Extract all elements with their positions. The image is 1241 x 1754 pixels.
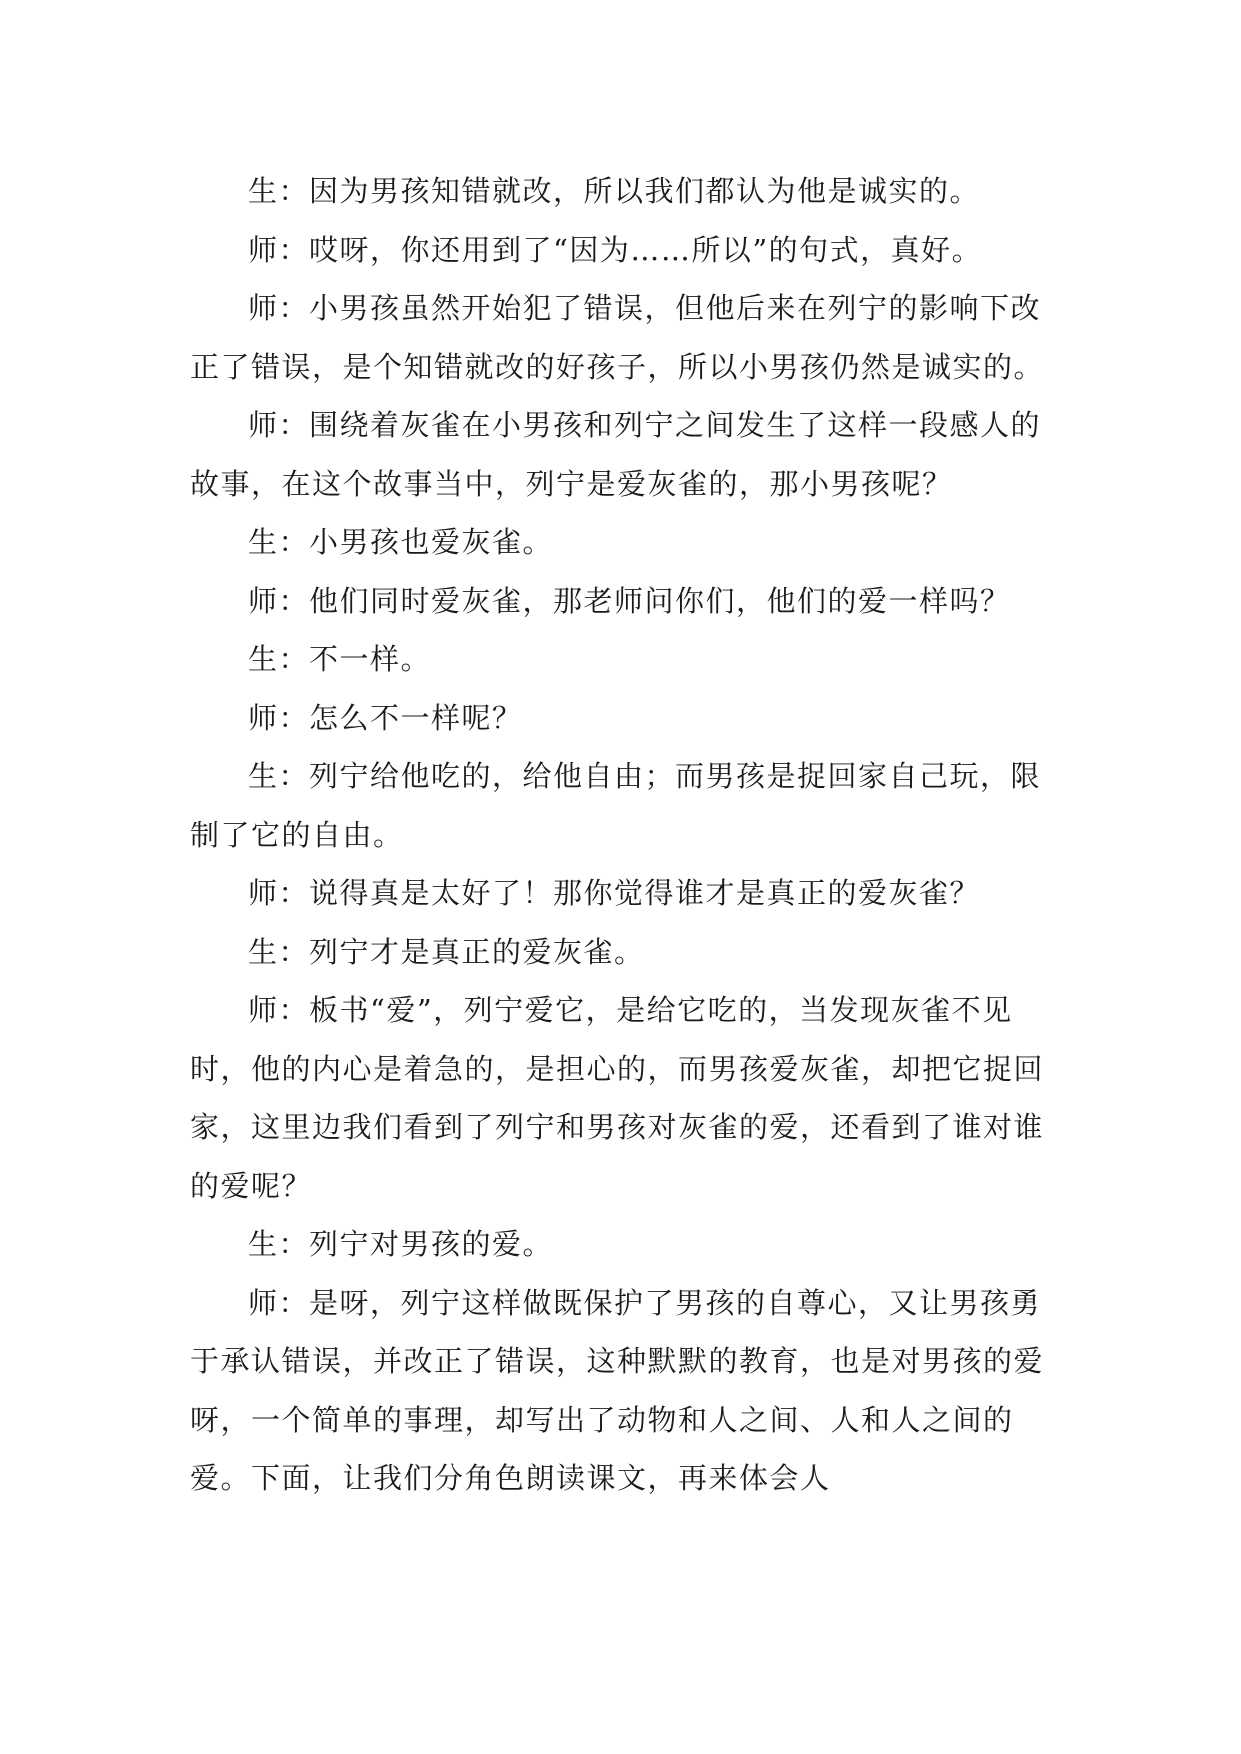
paragraph: 生：因为男孩知错就改，所以我们都认为他是诚实的。 <box>248 174 981 208</box>
paragraph: 师：哎呀，你还用到了“因为……所以”的句式，真好。 <box>248 232 983 267</box>
paragraph: 生：小男孩也爱灰雀。 <box>248 525 554 559</box>
paragraph: 师：说得真是太好了！那你觉得谁才是真正的爱灰雀？ <box>248 876 981 910</box>
paragraph: 师：围绕着灰雀在小男孩和列宁之间发生了这样一段感人的故事，在这个故事当中，列宁是爱灰雀的，那小男孩呢？ <box>190 408 1042 501</box>
paragraph: 师：是呀，列宁这样做既保护了男孩的自尊心，又让男孩勇于承认错误，并改正了错误，这种默默的教育，也是对男孩的爱呀，一个简单的事理，却写出了动物和人之间、人和人之间的爱。下面，让我们分角色朗读课文，再来体会人 <box>190 1285 1045 1495</box>
paragraph: 师：板书“爱”，列宁爱它，是给它吃的，当发现灰雀不见时，他的内心是着急的，是担心的，而男孩爱灰雀，却把它捉回家，这里边我们看到了列宁和男孩对灰雀的爱，还看到了谁对谁的爱呢？ <box>190 993 1045 1203</box>
paragraph: 师：怎么不一样呢？ <box>248 700 523 735</box>
paragraph: 生：列宁给他吃的，给他自由；而男孩是捉回家自己玩，限制了它的自由。 <box>190 759 1042 852</box>
paragraph: 师：他们同时爱灰雀，那老师问你们，他们的爱一样吗？ <box>248 583 1011 618</box>
paragraph: 生：列宁对男孩的爱。 <box>248 1227 554 1261</box>
paragraph: 生：列宁才是真正的爱灰雀。 <box>248 934 645 969</box>
paragraph: 师：小男孩虽然开始犯了错误，但他后来在列宁的影响下改正了错误，是个知错就改的好孩子，所以小男孩仍然是诚实的。 <box>190 291 1045 384</box>
paragraph: 生：不一样。 <box>248 642 432 676</box>
document-body <box>190 162 1050 1508</box>
